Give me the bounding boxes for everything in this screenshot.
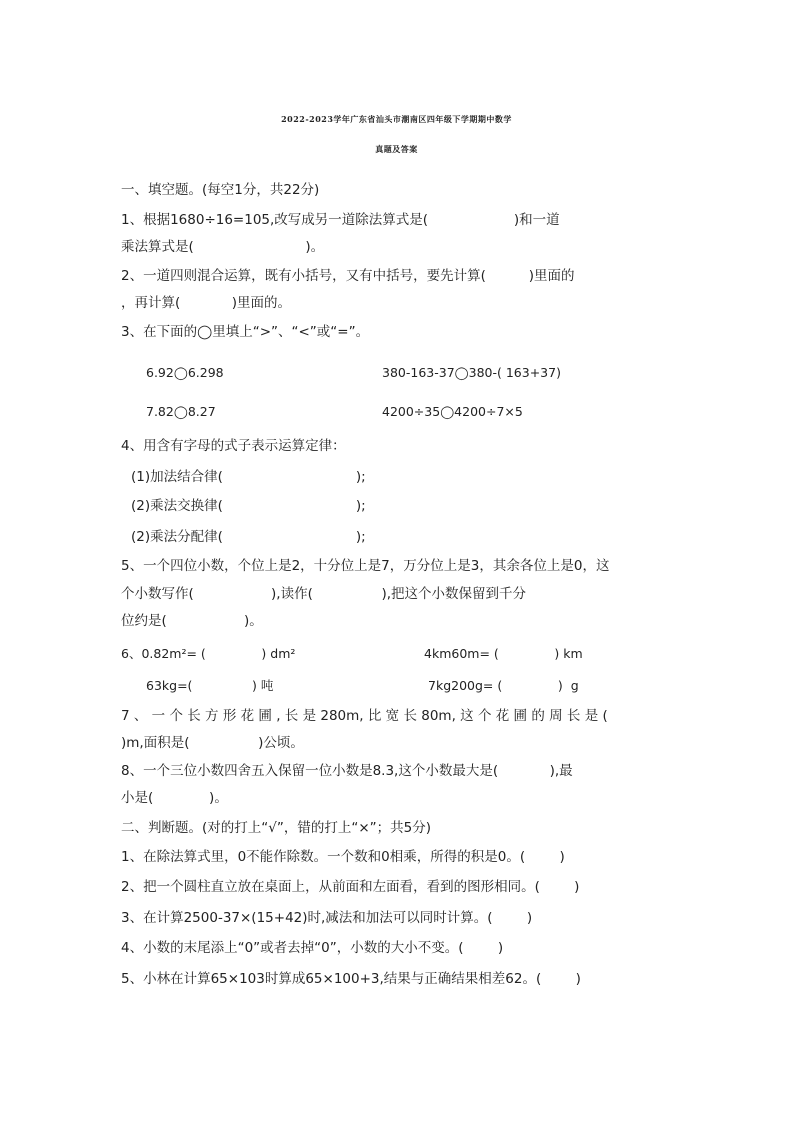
section1-heading: 一、填空题。(每空1分，共22分) bbox=[121, 182, 320, 198]
q5-line1: 5、一个四位小数，个位上是2，十分位上是7，万分位上是3，其余各位上是0，这 bbox=[121, 558, 610, 574]
q3-item-a: 6.92◯6.298 bbox=[146, 365, 224, 380]
q5-line2: 个小数写作( ),读作( ),把这个小数保留到千分 bbox=[121, 586, 527, 602]
judge-item-3: 3、在计算2500-37×(15+42)时,减法和加法可以同时计算。( ) bbox=[121, 910, 533, 926]
page-title-line2: 真题及答案 bbox=[375, 144, 418, 154]
q6-item-d: 7kg200g= ( ) g bbox=[428, 678, 579, 693]
q6-item-b: 4km60m= ( ) km bbox=[424, 646, 583, 661]
q8-line1: 8、一个三位小数四舍五入保留一位小数是8.3,这个小数最大是( ),最 bbox=[121, 763, 573, 779]
judge-item-4: 4、小数的末尾添上“0”或者去掉“0”，小数的大小不变。( ) bbox=[121, 940, 504, 956]
q4-item-b: (2)乘法交换律( ); bbox=[131, 498, 366, 514]
page-title-line1: 2022-2023学年广东省汕头市潮南区四年级下学期期中数学 bbox=[281, 114, 512, 124]
q6-item-a: 6、0.82m²= ( ) dm² bbox=[121, 646, 296, 661]
q7-line1: 7 、 一 个 长 方 形 花 圃 , 长 是 280m, 比 宽 长 80m, 这 个 花 圃 的 周 长 是 ( bbox=[121, 708, 608, 724]
q1-line1: 1、根据1680÷16=105,改写成另一道除法算式是( )和一道 bbox=[121, 212, 560, 228]
section2-heading: 二、判断题。(对的打上“√”，错的打上“×”；共5分) bbox=[121, 820, 432, 836]
q7-line2: )m,面积是( )公顷。 bbox=[121, 735, 304, 751]
q5-line3: 位约是( )。 bbox=[121, 613, 263, 629]
q4-item-c: (2)乘法分配律( ); bbox=[131, 529, 366, 545]
q3-stem: 3、在下面的◯里填上“>”、“<”或“=”。 bbox=[121, 324, 370, 340]
q3-item-c: 7.82◯8.27 bbox=[146, 404, 216, 419]
q3-item-b: 380-163-37◯380-( 163+37) bbox=[382, 365, 561, 380]
judge-item-1: 1、在除法算式里，0不能作除数。一个数和0相乘，所得的积是0。( ) bbox=[121, 849, 565, 865]
q2-line2: ，再计算( )里面的。 bbox=[121, 295, 292, 311]
q4-stem: 4、用含有字母的式子表示运算定律： bbox=[121, 438, 346, 454]
judge-item-5: 5、小林在计算65×103时算成65×100+3,结果与正确结果相差62。( ) bbox=[121, 971, 581, 987]
q2-line1: 2、一道四则混合运算，既有小括号，又有中括号，要先计算( )里面的 bbox=[121, 268, 575, 284]
judge-item-2: 2、把一个圆柱直立放在桌面上，从前面和左面看，看到的图形相同。( ) bbox=[121, 879, 580, 895]
q4-item-a: (1)加法结合律( ); bbox=[131, 469, 366, 485]
q3-item-d: 4200÷35◯4200÷7×5 bbox=[382, 404, 523, 419]
q1-line2: 乘法算式是( )。 bbox=[121, 239, 325, 255]
q8-line2: 小是( )。 bbox=[121, 790, 228, 806]
q6-item-c: 63kg=( ) 吨 bbox=[146, 678, 274, 693]
